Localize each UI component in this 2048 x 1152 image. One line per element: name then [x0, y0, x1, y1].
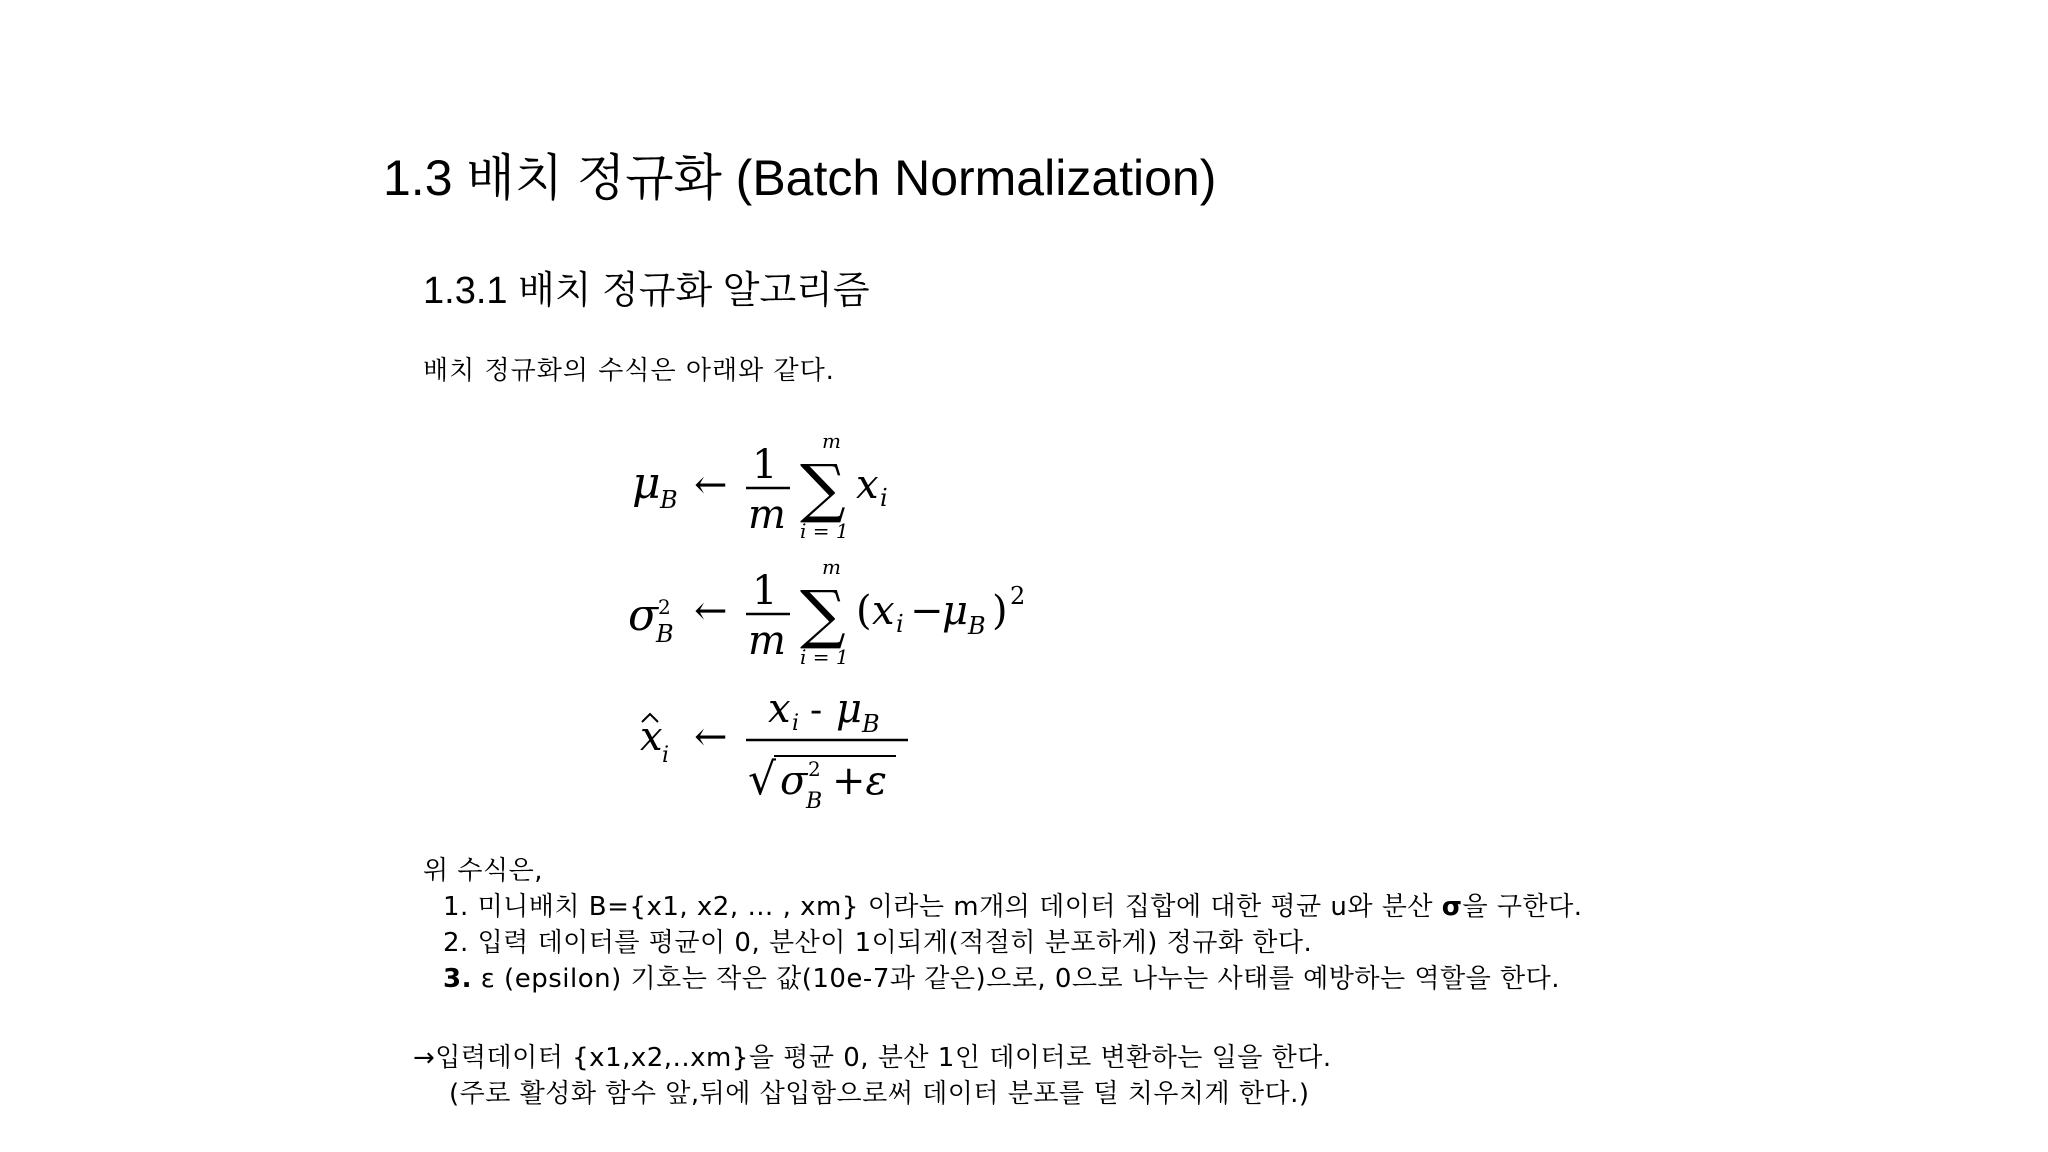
sum-2: ∑: [800, 578, 846, 652]
rparen: ): [992, 588, 1008, 634]
mu-2: μ: [942, 588, 968, 634]
one-1: 1: [752, 442, 778, 488]
minus: −: [910, 588, 944, 634]
one-2: 1: [752, 568, 778, 614]
sub-i-4: i: [792, 711, 800, 736]
mu-3: μ: [836, 686, 862, 732]
formula-block: [600, 420, 1120, 820]
item-1-text-b: 을 구한다.: [1462, 892, 1583, 922]
dash: -: [810, 690, 823, 731]
section-subtitle: 1.3.1 배치 정규화 알고리즘: [423, 270, 870, 312]
sup-2-c: 2: [808, 757, 821, 781]
item-3-number: 3.: [443, 964, 472, 994]
sub-i-2: i: [896, 610, 904, 638]
sub-i-3: i: [662, 743, 670, 768]
formula-mean: [632, 429, 888, 543]
x-hat: x: [640, 714, 663, 760]
formula-normalize: [640, 686, 908, 814]
m-1: m: [748, 492, 786, 538]
sub-b-2: B: [656, 620, 674, 648]
mu-symbol: μ: [632, 458, 661, 509]
sigma-3: σ: [780, 758, 808, 804]
lower-limit-1: i = 1: [800, 519, 849, 543]
explanation-item-1: [423, 889, 1582, 925]
sigma-symbol: σ: [628, 590, 659, 641]
lparen: (: [856, 588, 872, 634]
item-1-text-a: 1. 미니배치 B={x1, x2, … , xm} 이라는 m개의 데이터 집합에 대한 평균 u와 분산: [443, 892, 1442, 922]
sub-i-1: i: [880, 484, 888, 512]
summary-line-2: (주로 활성화 함수 앞,뒤에 삽입함으로써 데이터 분포를 덜 치우치게 한다.): [449, 1079, 1310, 1109]
sup-m-2: m: [822, 555, 841, 579]
right-arrow-icon: →: [413, 1043, 436, 1073]
sub-b: B: [660, 486, 678, 514]
x-3: x: [768, 686, 791, 732]
summary-block: [413, 1040, 1332, 1112]
intro-text: 배치 정규화의 수식은 아래와 같다.: [423, 356, 835, 386]
sum-1: ∑: [800, 452, 846, 526]
summary-line-1-text: 입력데이터 {x1,x2,..xm}을 평균 0, 분산 1인 데이터로 변환하는 일을 한다.: [435, 1043, 1332, 1073]
summary-line-1: [413, 1040, 1332, 1076]
formula-variance: [628, 555, 1025, 669]
explanation-block: [423, 853, 1582, 997]
explanation-item-2: 2. 입력 데이터를 평균이 0, 분산이 1이되게(적절히 분포하게) 정규화 한다.: [443, 928, 1313, 958]
sup-2-a: 2: [658, 595, 671, 619]
explanation-intro: 위 수식은,: [423, 856, 543, 886]
explanation-item-3: [423, 961, 1582, 997]
item-1-sigma: σ: [1441, 892, 1463, 922]
arrow-3: ←: [694, 714, 728, 760]
plus-epsilon: +ε: [832, 758, 887, 804]
x-2: x: [872, 588, 895, 634]
sub-b-5: B: [806, 789, 823, 814]
slide-title: 1.3 배치 정규화 (Batch Normalization): [383, 150, 1217, 206]
sub-b-3: B: [968, 612, 986, 640]
sup-2-b: 2: [1010, 582, 1026, 610]
arrow-1: ←: [694, 462, 728, 508]
batch-norm-formulas: [600, 420, 1120, 820]
sqrt-symbol: √: [748, 754, 777, 805]
item-3-text: ε (epsilon) 기호는 작은 값(10e-7과 같은)으로, 0으로 나누는 사태를 예방하는 역할을 한다.: [471, 964, 1560, 994]
sup-m-1: m: [822, 429, 841, 453]
x-1: x: [856, 462, 879, 508]
arrow-2: ←: [694, 588, 728, 634]
m-2: m: [748, 618, 786, 664]
sub-b-4: B: [862, 710, 880, 738]
lower-limit-2: i = 1: [800, 645, 849, 669]
